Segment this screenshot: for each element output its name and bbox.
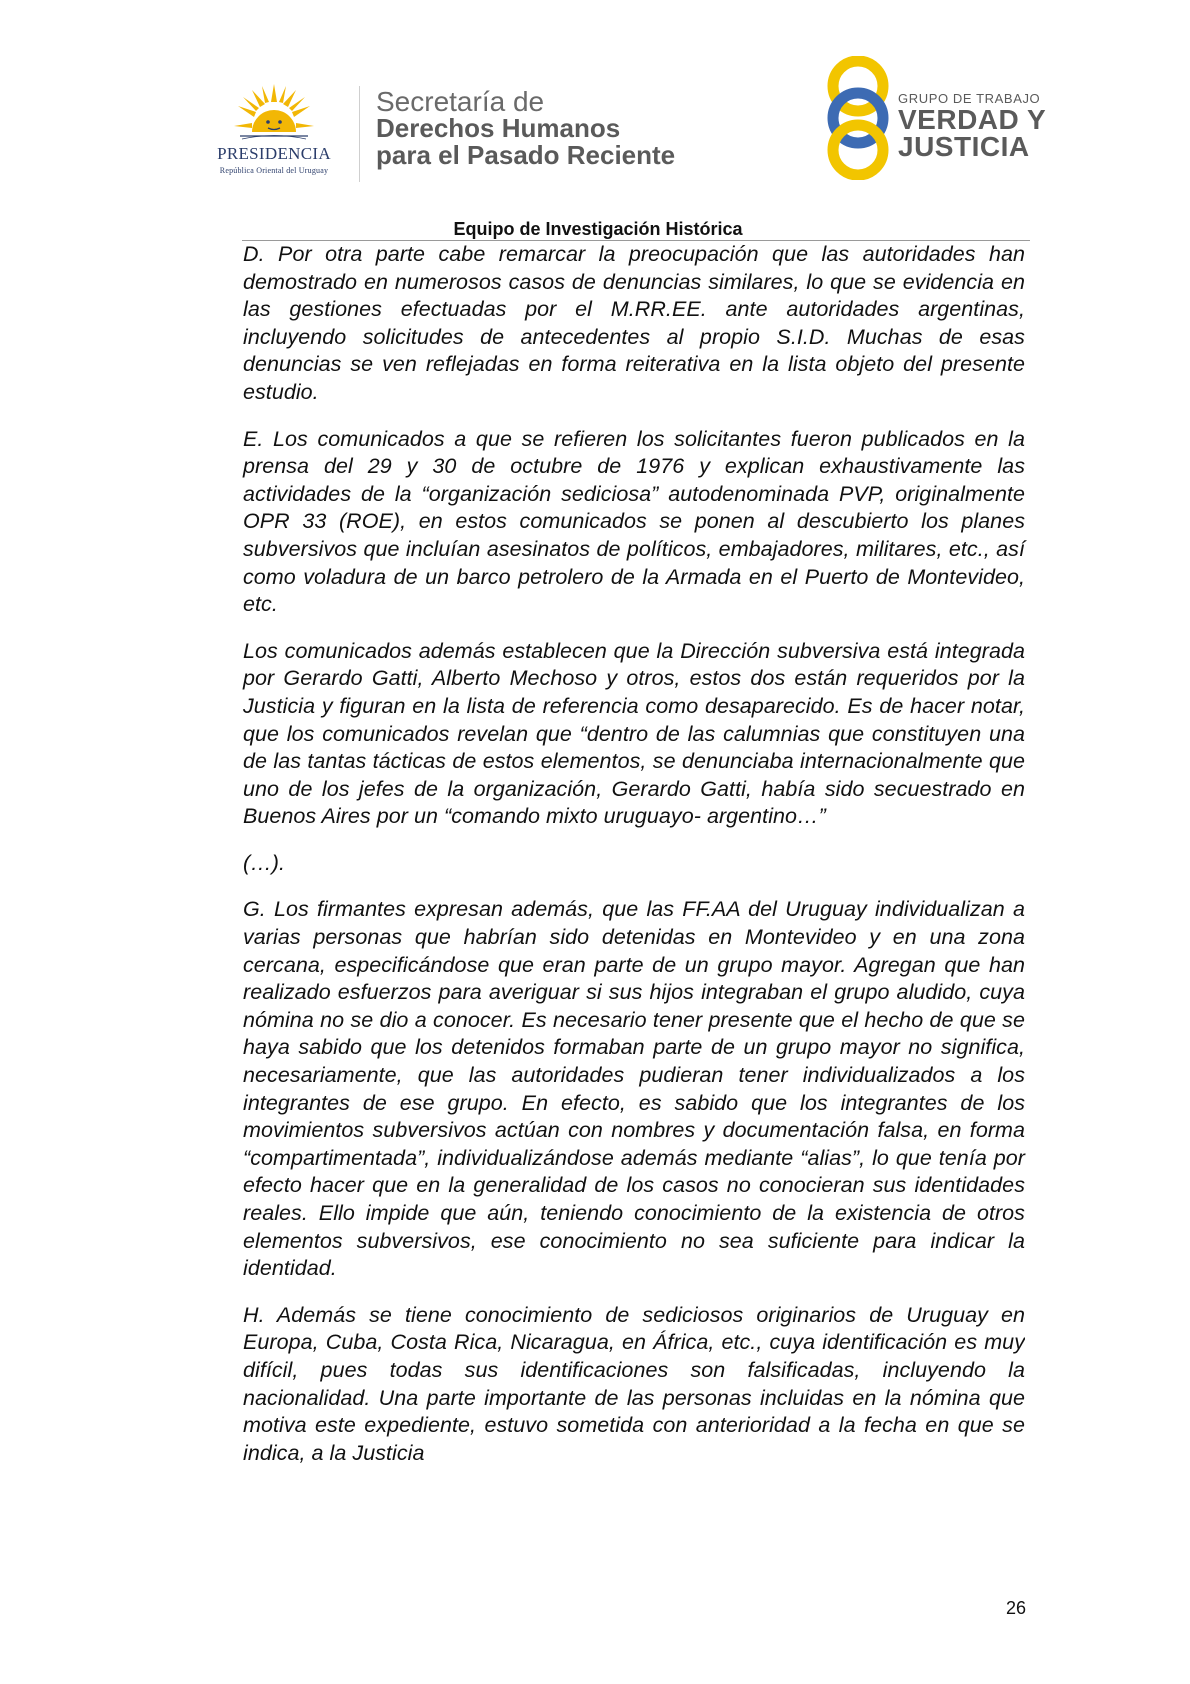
- verdad-label: VERDAD Y: [898, 104, 1047, 135]
- grupo-trabajo-label: GRUPO DE TRABAJO: [898, 91, 1041, 106]
- verdad-justicia-logo-text: [898, 92, 1046, 160]
- paragraph-comunicados: Los comunicados además establecen que la Dirección subversiva está integrada por Gerardo Gatti, Alberto Mechoso y otros, estos dos están requeridos por la Justicia y figuran en la lista de referencia como desaparecido. Es de hacer notar, que los comunicados revelan que “dentro de las calumnias que constituyen una de las tantas tácticas de estos elementos, se denunciaba internacionalmente que uno de los jefes de la organización, Gerardo Gatti, había sido secuestrado en Buenos Aires por un “comando mixto uruguayo- argentino…”: [243, 638, 1025, 829]
- presidencia-logo: [196, 82, 352, 182]
- header-divider: [359, 86, 360, 182]
- paragraph-g: G. Los firmantes expresan además, que las FF.AA del Uruguay individualizan a varias personas que habrían sido detenidas en Montevideo y en una zona cercana, especificándose que eran parte de un grupo mayor. Agregan que han realizado esfuerzos para averiguar si sus hijos integraban el grupo aludido, cuya nómina no se dio a conocer. Es necesario tener presente que el hecho de que se haya sabido que los detenidos formaban parte de un grupo mayor no significa, necesariamente, que las autoridades pudieran tener individualizados a los integrantes de ese grupo. En efecto, es sabido que los integrantes de los movimientos subversivos actúan con nombres y documentación falsa, en forma “compartimentada”, individualizándose además mediante “alias”, lo que tenía por efecto hacer que en la generalidad de los casos no conocieran sus identidades reales. Ello impide que aún, teniendo conocimiento de la existencia de otros elementos subversivos, ese conocimiento no sea suficiente para indicar la identidad.: [243, 897, 1025, 1281]
- secretaria-line-1: Secretaría de: [376, 86, 545, 117]
- presidencia-title: PRESIDENCIA: [217, 144, 331, 163]
- paragraph-e: E. Los comunicados a que se refieren los solicitantes fueron publicados en la prensa del 29 y 30 de octubre de 1976 y explican exhaustivamente las actividades de la “organización sediciosa” autodenominada PVP, originalmente OPR 33 (ROE), en estos comunicados se ponen al descubierto los planes subversivos que incluían asesinatos de políticos, embajadores, militares, etc., así como voladura de un barco petrolero de la Armada en el Puerto de Montevideo, etc.: [243, 426, 1025, 617]
- sun-emblem-icon: [234, 82, 314, 144]
- document-body: [243, 241, 1025, 1468]
- team-title: Equipo de Investigación Histórica: [453, 219, 743, 239]
- paragraph-d: D. Por otra parte cabe remarcar la preocupación que las autoridades han demostrado en numerosos casos de denuncias similares, lo que se evidencia en las gestiones efectuadas por el M.RR.EE. ante autoridades argentinas, incluyendo solicitudes de antecedentes al propio S.I.D. Muchas de esas denuncias se ven reflejadas en forma reiterativa en la lista objeto del presente estudio.: [243, 242, 1025, 404]
- verdad-justicia-rings-icon: [822, 56, 894, 180]
- paragraph-h: H. Además se tiene conocimiento de sediciosos originarios de Uruguay en Europa, Cuba, Costa Rica, Nicaragua, en África, etc., cuya identificación es muy difícil, pues todas sus identificaciones son falsificadas, incluyendo la nacionalidad. Una parte importante de las personas incluidas en la nómina que motiva este expediente, estuvo sometida con anterioridad a la fecha en que se indica, a la Justicia: [243, 1302, 1025, 1465]
- presidencia-subtitle: República Oriental del Uruguay: [219, 166, 329, 175]
- secretaria-line-2: Derechos Humanos: [376, 113, 621, 143]
- secretaria-line-3: para el Pasado Reciente: [376, 140, 676, 170]
- secretaria-logo-text: [376, 88, 675, 169]
- page-header: [0, 0, 1190, 239]
- page-number: 26: [1006, 1598, 1027, 1618]
- paragraph-ellipsis: (…).: [243, 850, 285, 875]
- justicia-label: JUSTICIA: [898, 131, 1030, 162]
